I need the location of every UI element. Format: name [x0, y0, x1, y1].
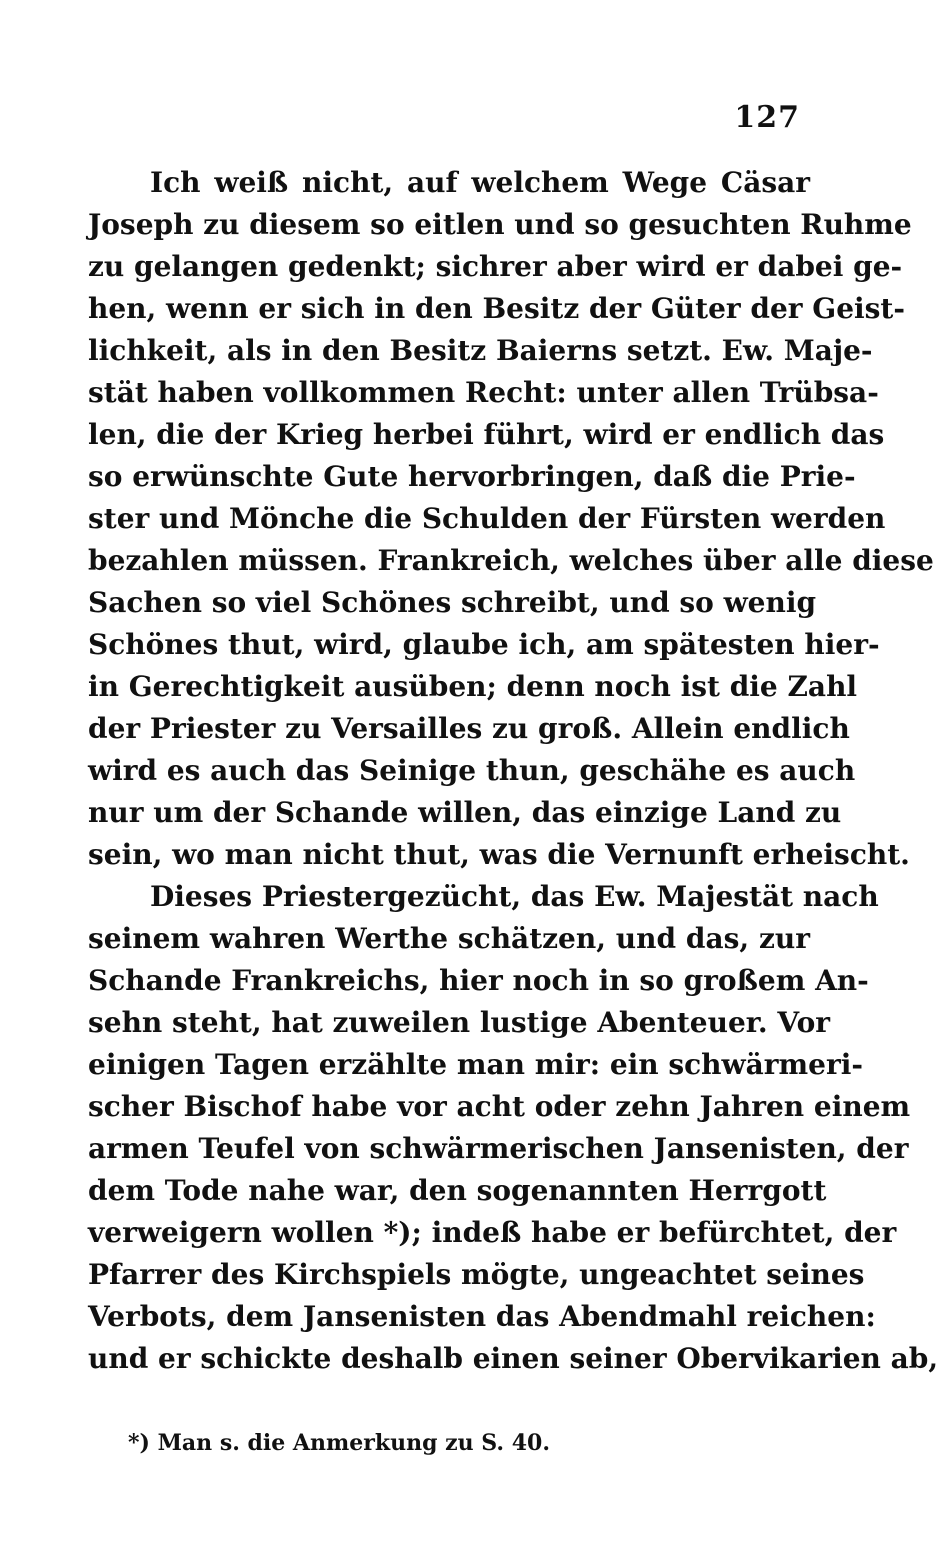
text-line: ster und Mönche die Schulden der Fürsten werden: [88, 502, 886, 535]
text-line: sein, wo man nicht thut, was die Vernunft erheischt.: [88, 838, 910, 871]
text-line: nur um der Schande willen, das einzige Land zu: [88, 796, 842, 829]
text-line: lichkeit, als in den Besitz Baierns setzt. Ew. Maje-: [88, 334, 873, 367]
body-text: [88, 162, 938, 1380]
text-line: Sachen so viel Schönes schreibt, und so wenig: [88, 586, 817, 619]
text-line: und er schickte deshalb einen seiner Obervikarien ab,: [88, 1342, 938, 1375]
text-line: Schönes thut, wird, glaube ich, am spätesten hier-: [88, 628, 880, 661]
text-line: Schande Frankreichs, hier noch in so großem An-: [88, 964, 869, 997]
footnote: *) Man s. die Anmerkung zu S. 40.: [128, 1430, 550, 1456]
text-line: seinem wahren Werthe schätzen, und das, zur: [88, 922, 810, 955]
text-line: armen Teufel von schwärmerischen Jansenisten, der: [88, 1132, 909, 1165]
text-line: der Priester zu Versailles zu groß. Allein endlich: [88, 712, 850, 745]
text-line: Pfarrer des Kirchspiels mögte, ungeachtet seines: [88, 1258, 865, 1291]
text-line: len, die der Krieg herbei führt, wird er endlich das: [88, 418, 885, 451]
text-line: verweigern wollen *); indeß habe er befürchtet, der: [88, 1216, 897, 1249]
text-line: sehn steht, hat zuweilen lustige Abenteuer. Vor: [88, 1006, 831, 1039]
text-line: Verbots, dem Jansenisten das Abendmahl reichen:: [88, 1300, 876, 1333]
text-line: scher Bischof habe vor acht oder zehn Jahren einem: [88, 1090, 911, 1123]
text-line: dem Tode nahe war, den sogenannten Herrgott: [88, 1174, 827, 1207]
text-line: so erwünschte Gute hervorbringen, daß die Prie-: [88, 460, 856, 493]
text-line: wird es auch das Seinige thun, geschähe es auch: [88, 754, 856, 787]
text-line: stät haben vollkommen Recht: unter allen Trübsa-: [88, 376, 879, 409]
text-line: hen, wenn er sich in den Besitz der Güter der Geist-: [88, 292, 905, 325]
text-line: in Gerechtigkeit ausüben; denn noch ist die Zahl: [88, 670, 858, 703]
page-number: 127: [734, 100, 800, 135]
text-line: zu gelangen gedenkt; sichrer aber wird er dabei ge-: [88, 250, 903, 283]
text-line: einigen Tagen erzählte man mir: ein schwärmeri-: [88, 1048, 863, 1081]
text-line: Ich weiß nicht, auf welchem Wege Cäsar: [150, 166, 810, 199]
text-line: Joseph zu diesem so eitlen und so gesuchten Ruhme: [88, 208, 912, 241]
text-line: Dieses Priestergezücht, das Ew. Majestät nach: [150, 880, 879, 913]
text-line: bezahlen müssen. Frankreich, welches über alle diese: [88, 544, 934, 577]
